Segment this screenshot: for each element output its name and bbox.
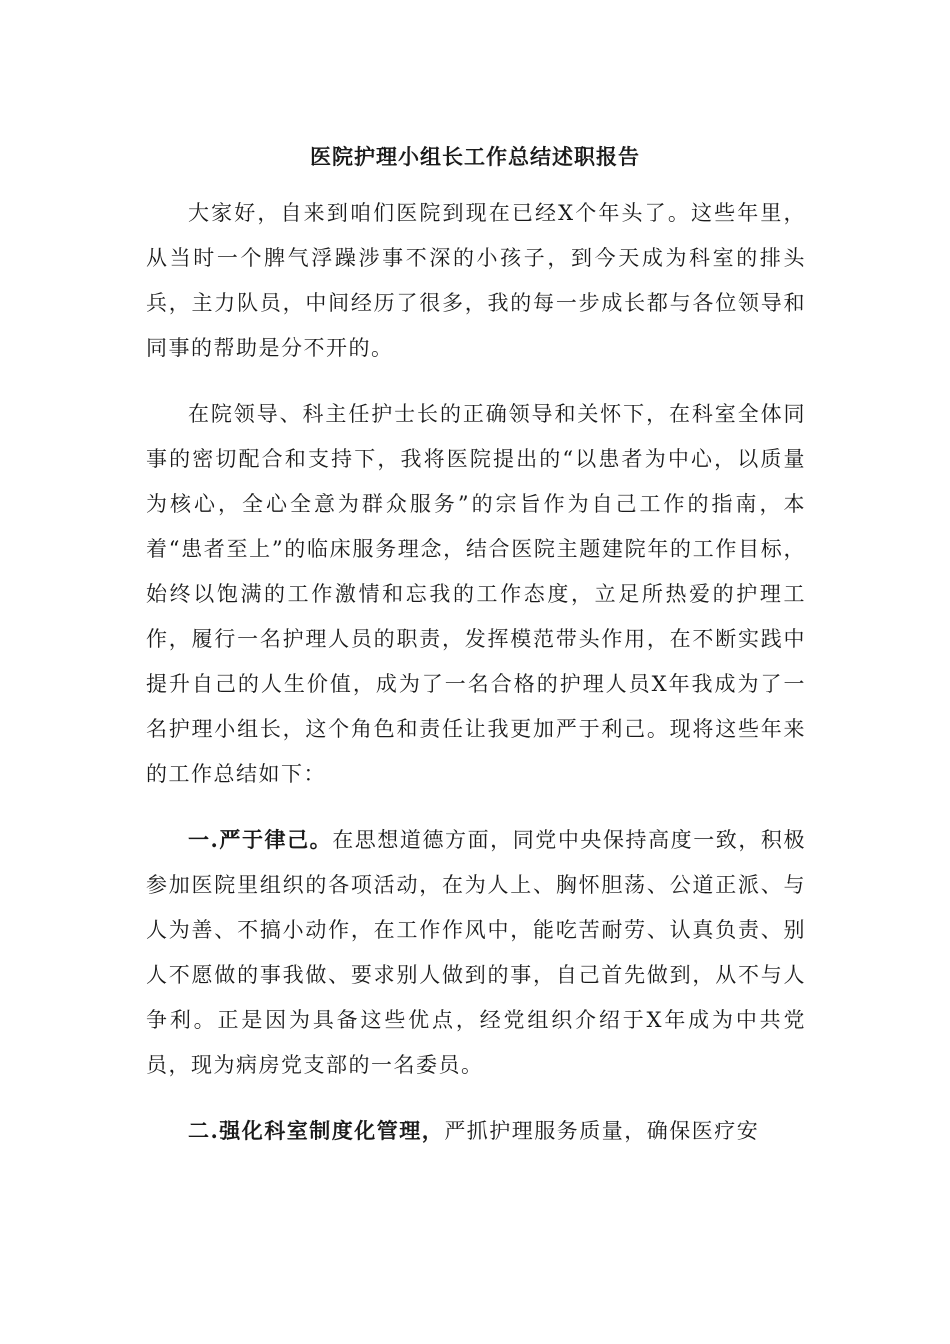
paragraph-section-one: [146, 817, 806, 1088]
section-two-heading: 二.强化科室制度化管理，: [188, 1118, 445, 1143]
paragraph-text: 在思想道德方面，同党中央保持高度一致，积极参加医院里组织的各项活动，在为人上、胸怀胆荡、公道正派、与人为善、不搞小动作，在工作作风中，能吃苦耐劳、认真负责、别人不愿做的事我做、要求别人做到的事，自己首先做到，从不与人争利。正是因为具备这些优点，经党组织介绍于X年成为中共党员，现为病房党支部的一名委员。: [146, 828, 806, 1077]
paragraph-text: 在院领导、科主任护士长的正确领导和关怀下，在科室全体同事的密切配合和支持下，我将医院提出的“以患者为中心，以质量为核心，全心全意为群众服务”的宗旨作为自己工作的指南，本着“患者至上”的临床服务理念，结合医院主题建院年的工作目标，始终以饱满的工作激情和忘我的工作态度，立足所热爱的护理工作，履行一名护理人员的职责，发挥模范带头作用，在不断实践中提升自己的人生价值，成为了一名合格的护理人员X年我成为了一名护理小组长，这个角色和责任让我更加严于利己。现将这些年来的工作总结如下：: [146, 402, 806, 786]
paragraph-text: 大家好，自来到咱们医院到现在已经X个年头了。这些年里，从当时一个脾气浮躁涉事不深的小孩子，到今天成为科室的排头兵，主力队员，中间经历了很多，我的每一步成长都与各位领导和同事的帮助是分不开的。: [146, 201, 806, 360]
paragraph-text: 严抓护理服务质量，确保医疗安: [444, 1119, 760, 1143]
paragraph-greeting: [146, 190, 806, 371]
document-title: 医院护理小组长工作总结述职报告: [310, 144, 640, 169]
paragraph-section-two: [146, 1108, 806, 1154]
document-body: [146, 190, 806, 1174]
section-one-heading: 一.严于律己。: [188, 827, 333, 852]
paragraph-intro: [146, 391, 806, 797]
